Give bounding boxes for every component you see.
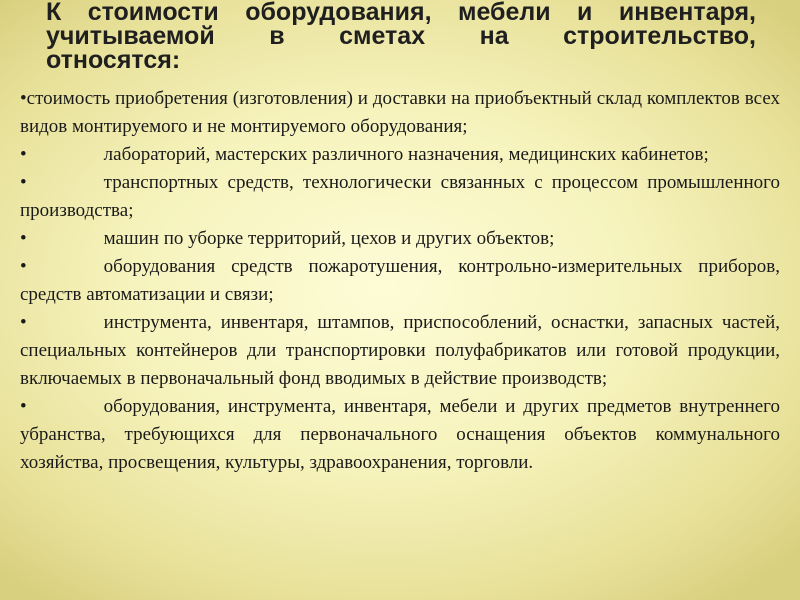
- title-line-3: относятся:: [46, 46, 181, 74]
- bullet-icon: •: [20, 228, 27, 249]
- list-item-text: оборудования, инструмента, инвентаря, мебели и других предметов внутреннего убранства, требующихся для первоначального оснащения объектов коммунального хозяйства, просвещения, культуры, здравоохранения, торговли.: [20, 396, 780, 473]
- list-item: [20, 141, 780, 169]
- list-item-text: машин по уборке территорий, цехов и других объектов;: [103, 228, 555, 249]
- bullet-icon: •: [20, 172, 27, 193]
- bullet-list: [20, 85, 780, 477]
- list-item-text: оборудования средств пожаротушения, контрольно-измерительных приборов, средств автоматизации и связи;: [20, 256, 780, 305]
- list-item-text: лабораторий, мастерских различного назначения, медицинских кабинетов;: [103, 144, 709, 165]
- bullet-icon: •: [20, 396, 27, 417]
- list-item: [20, 85, 780, 141]
- list-item: [20, 253, 780, 309]
- list-item-text: транспортных средств, технологически связанных с процессом промышленного производства;: [20, 172, 780, 221]
- bullet-icon: •: [20, 144, 27, 165]
- bullet-icon: •: [20, 312, 27, 333]
- list-item-text: стоимость приобретения (изготовления) и доставки на приобъектный склад комплектов всех видов монтируемого и не монтируемого оборудования;: [20, 88, 780, 137]
- list-item: [20, 393, 780, 477]
- list-item: [20, 309, 780, 393]
- bullet-icon: •: [20, 88, 27, 109]
- title-line-1: К стоимости оборудования, мебели и инвентаря,: [46, 0, 756, 26]
- slide-title: [46, 0, 756, 72]
- list-item: [20, 169, 780, 225]
- title-line-2: учитываемой в сметах на строительство,: [46, 22, 756, 50]
- bullet-icon: •: [20, 256, 27, 277]
- list-item-text: инструмента, инвентаря, штампов, приспособлений, оснастки, запасных частей, специальных контейнеров дли транспортировки полуфабрикатов или готовой продукции, включаемых в первоначальный фонд вводимых в действие производств;: [20, 312, 780, 389]
- list-item: [20, 225, 780, 253]
